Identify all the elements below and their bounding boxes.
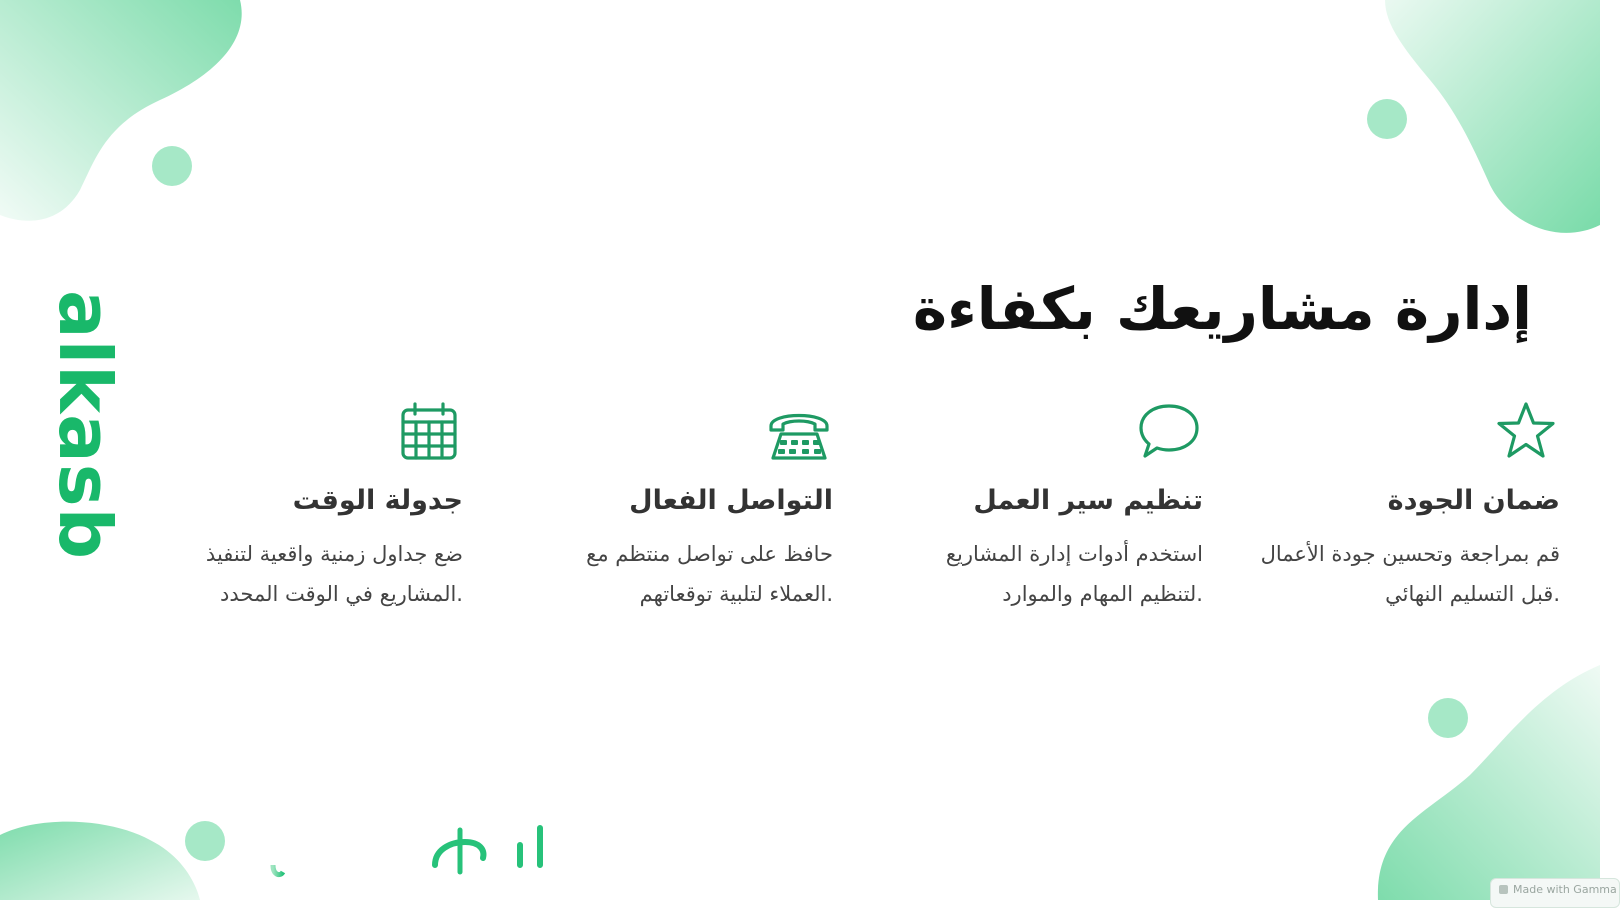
telephone-icon (767, 400, 831, 464)
feature-description: حافظ على تواصل منتظم مع .العملاء لتلبية توقعاتهم (586, 541, 833, 606)
feature-effective-communication (498, 400, 833, 614)
side-logo (0, 0, 127, 561)
blob-bottom-right (1378, 665, 1600, 900)
side-logo-text: alkasb (43, 290, 127, 561)
circle-top-right (1367, 99, 1407, 139)
slide-title: إدارة مشاريعك بكفاءة (912, 275, 1532, 343)
gamma-icon (1499, 885, 1508, 894)
blob-bottom-left (0, 822, 200, 900)
feature-title: تنظيم سير العمل (973, 485, 1203, 516)
feature-title: التواصل الفعال (629, 485, 833, 516)
made-with-badge[interactable] (1490, 878, 1620, 908)
feature-workflow-organization (868, 400, 1203, 614)
feature-description: ضع جداول زمنية واقعية لتنفيذ .المشاريع في الوقت المحدد (205, 541, 463, 606)
feature-description: قم بمراجعة وتحسين جودة الأعمال .قبل التسليم النهائي (1260, 541, 1560, 606)
blob-top-right (1385, 0, 1600, 233)
calendar-icon (397, 400, 461, 464)
feature-title: جدولة الوقت (292, 485, 463, 516)
star-icon (1494, 400, 1558, 464)
chat-bubble-icon (1137, 400, 1201, 464)
feature-quality-assurance (1225, 400, 1560, 614)
feature-title: ضمان الجودة (1387, 485, 1560, 516)
bottom-logo (265, 828, 545, 875)
feature-description: استخدم أدوات إدارة المشاريع .لتنظيم المهام والموارد (945, 541, 1203, 606)
feature-time-scheduling (128, 400, 463, 614)
circle-bottom-left (185, 821, 225, 861)
circle-bottom-right (1428, 698, 1468, 738)
features-row (128, 400, 1560, 640)
made-with-label: Made with Gamma (1513, 883, 1617, 896)
circle-top-left (152, 146, 192, 186)
